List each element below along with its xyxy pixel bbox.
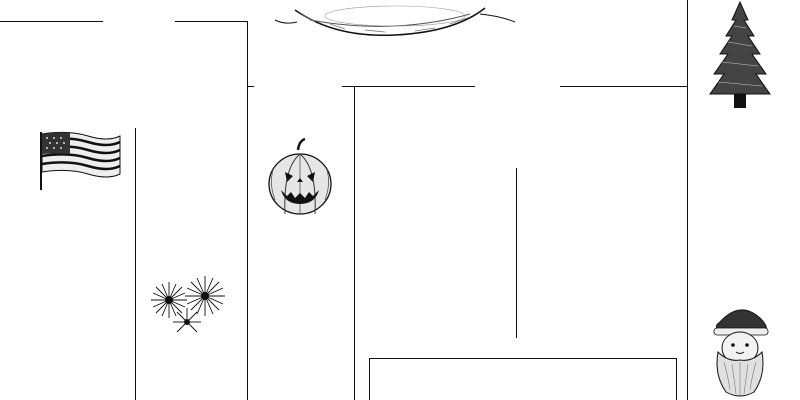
column-divider-3	[687, 0, 688, 400]
divider-top-left-a	[0, 21, 103, 22]
stat-divider-thanks	[516, 168, 517, 338]
traditional-menu-box	[369, 358, 677, 400]
divider-top-left-b	[175, 21, 247, 22]
usa-flag-illustration	[38, 130, 123, 190]
column-divider-1	[247, 21, 248, 400]
column-divider-2	[354, 86, 355, 400]
pumpkin-illustration	[265, 138, 335, 218]
divider-row2-b	[342, 86, 475, 87]
turkey-platter-illustration	[275, 0, 515, 45]
fireworks-illustration	[147, 270, 232, 340]
divider-row2-a	[248, 86, 254, 87]
stat-divider-indep	[135, 128, 136, 400]
christmas-tree-illustration	[708, 2, 772, 112]
divider-row2-c	[560, 86, 687, 87]
santa-claus-illustration	[700, 300, 780, 400]
